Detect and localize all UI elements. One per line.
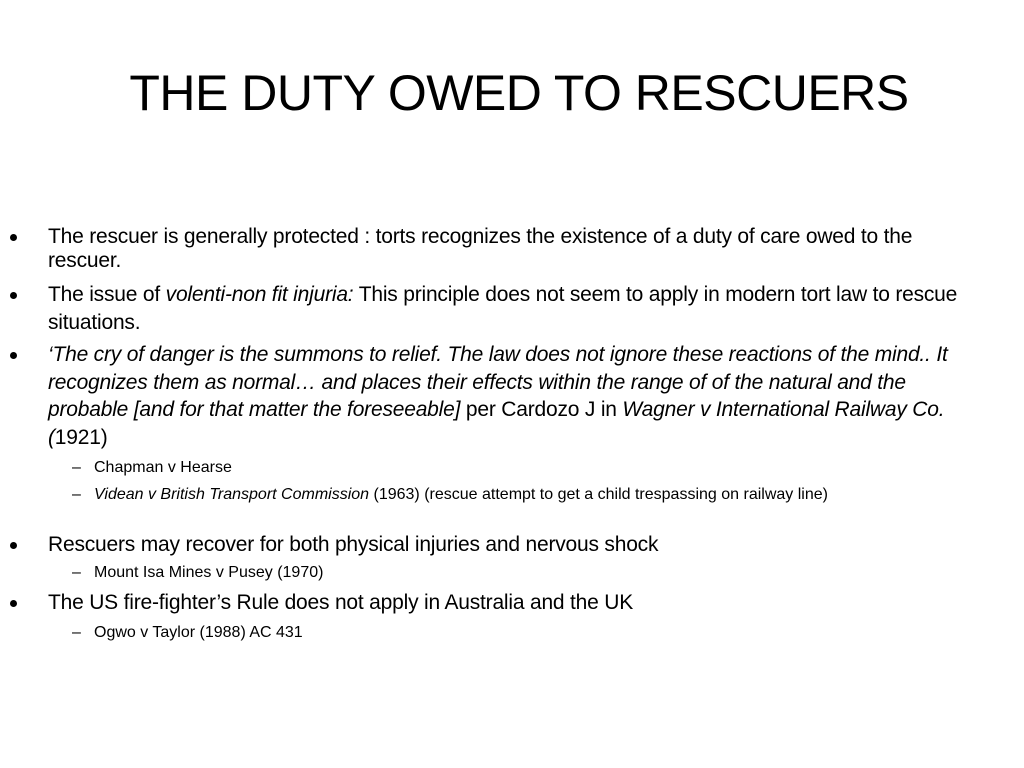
sub-bullet-text: Mount Isa Mines v Pusey (1970) <box>94 564 324 581</box>
quote-text: ‘The cry of danger is the summons to relief. The law does not ignore these reactions of the mind.. It recognizes them as normal… and places their effects within the range of of the natural and the probable [and for that matter the foreseeable] <box>48 343 948 421</box>
bullet-text: per Cardozo J in <box>460 398 623 421</box>
dash-icon: – <box>72 486 81 503</box>
dash-icon: – <box>72 459 81 476</box>
bullet-item <box>48 281 968 336</box>
bullet-dot-icon <box>10 542 17 549</box>
bullet-text: The issue of <box>48 283 166 306</box>
case-name: Videan v British Transport Commission <box>94 486 370 503</box>
case-name: Wagner v International Railway Co. ( <box>48 398 945 449</box>
bullet-dot-icon <box>10 600 17 607</box>
bullet-dot-icon <box>10 234 17 241</box>
bullet-item <box>48 591 968 615</box>
sub-bullet-item <box>72 562 974 583</box>
bullet-text-italic: volenti-non fit injuria: <box>165 283 354 306</box>
bullet-text: Rescuers may recover for both physical injuries and nervous shock <box>48 533 659 556</box>
slide-title: THE DUTY OWED TO RESCUERS <box>129 65 909 121</box>
sub-bullet-text: Chapman v Hearse <box>94 459 232 476</box>
bullet-dot-icon <box>10 292 17 299</box>
sub-bullet-text: (1963) (rescue attempt to get a child trespassing on railway line) <box>369 486 828 503</box>
bullet-text: This principle does not seem to apply in modern tort law to rescue situations. <box>48 283 958 334</box>
sub-bullet-item <box>72 622 974 643</box>
sub-bullet-text: Ogwo v Taylor (1988) AC 431 <box>94 624 303 641</box>
dash-icon: – <box>72 564 81 581</box>
case-year: 1921) <box>54 425 108 449</box>
bullet-item <box>48 225 968 273</box>
bullet-item <box>48 341 968 451</box>
sub-bullet-item <box>72 484 974 505</box>
sub-bullet-item <box>72 457 974 478</box>
bullet-item <box>48 533 968 557</box>
dash-icon: – <box>72 624 81 641</box>
bullet-text: The US fire-fighter’s Rule does not apply in Australia and the UK <box>48 591 634 614</box>
bullet-dot-icon <box>10 352 17 359</box>
bullet-text: The rescuer is generally protected : torts recognizes the existence of a duty of care owed to the rescuer. <box>48 225 913 272</box>
